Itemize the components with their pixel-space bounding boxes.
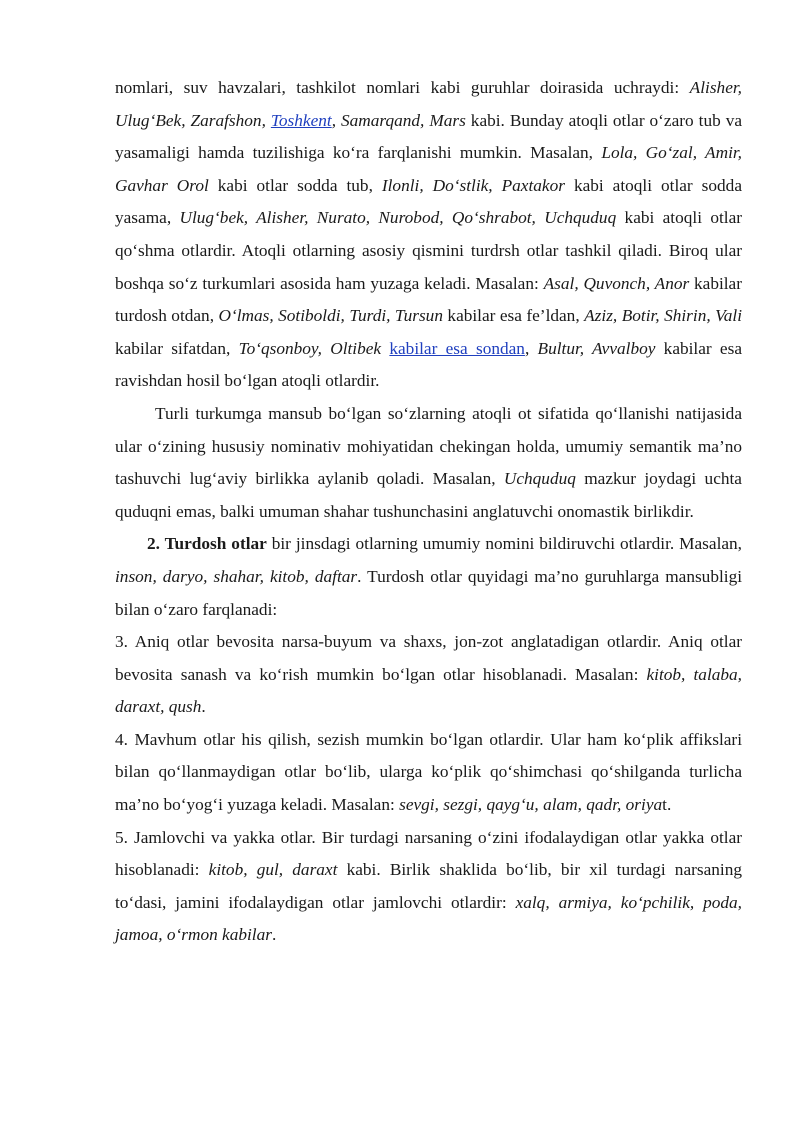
text: kabilar esa ravishdan hosil bo‘lgan atoqli otlardir. <box>115 338 742 391</box>
example-words: Aziz, Botir, Shirin, Vali <box>584 306 742 326</box>
example-words: O‘lmas, Sotiboldi, Turdi, Tursun <box>218 306 443 326</box>
paragraph-collective-nouns <box>115 822 742 952</box>
text: . Turdosh otlar quyidagi ma’no guruhlarga mansubligi bilan o‘zaro farqlanadi: <box>115 566 743 619</box>
text: kabi atoqli otlar qo‘shma otlardir. Atoqli otlarning asosiy qismini turdrsh otlar tashkil qiladi. Biroq ular boshqa so‘z turkumlari asosida ham yuzaga keladi. Masalan: <box>115 208 742 293</box>
paragraph-proper-nouns <box>115 72 742 398</box>
paragraph-concrete-nouns <box>115 626 742 724</box>
text: kabi. Birlik shaklida bo‘lib, bir xil turdagi narsaning to‘dasi, jamini ifodalaydigan otlar jamlovchi otlardir: <box>115 860 742 912</box>
text: . <box>271 925 277 945</box>
paragraph-abstract-nouns <box>115 724 742 822</box>
example-words: inson, daryo, shahar, kitob, daftar <box>115 566 358 586</box>
link-kabilar-esa-sondan[interactable]: kabilar esa sondan <box>389 338 525 358</box>
text: 5. Jamlovchi va yakka otlar. Bir turdagi narsaning o‘zini ifodalaydigan otlar yakka otlar hisoblanadi: <box>115 827 742 880</box>
example-words: kitob, talaba, daraxt, qush <box>115 664 742 717</box>
text: nomlari, suv havzalari, tashkilot nomlari kabi guruhlar doirasida uchraydi: <box>115 78 690 97</box>
text: kabilar turdosh otdan, <box>115 273 742 326</box>
example-words: Uchquduq <box>503 469 576 489</box>
example-words: Lola, Go‘zal, Amir, Gavhar Orol <box>115 143 742 195</box>
text: 3. Aniq otlar bevosita narsa-buyum va shaxs, jon-zot anglatadigan otlardir. Aniq otlar bevosita sanash va ko‘rish mumkin bo‘lgan otlar hisoblanadi. Masalan: <box>115 632 742 684</box>
text: Turli turkumga mansub bo‘lgan so‘zlarning atoqli ot sifatida qo‘llanishi natijasida ular o‘zining hususiy nominativ mohiyatidan chekingan holda, umumiy semantik ma’no tashuvchi lug‘aviy birlikka aylanib qoladi. Masalan, <box>115 403 742 489</box>
example-words: kitob, gul, daraxt <box>208 860 338 880</box>
section-heading: 2. Turdosh otlar <box>147 534 267 554</box>
text: t. <box>662 795 672 815</box>
example-words: Alisher, Ulug‘Bek, Zarafshon, <box>115 78 742 130</box>
text: , <box>524 338 538 358</box>
text: mazkur joydagi uchta quduqni emas, balki umuman shahar tushunchasini anglatuvchi onomastik birlikdir. <box>115 469 742 521</box>
text: . <box>201 697 206 717</box>
example-words: Bultur, Avvalboy <box>537 338 656 358</box>
paragraph-common-nouns <box>115 528 742 626</box>
link-toshkent[interactable]: Toshkent <box>270 110 332 130</box>
example-words: xalq, armiya, ko‘pchilik, poda, jamoa, o‘rmon kabilar <box>115 892 743 945</box>
example-words: , Samarqand, Mars <box>331 110 466 130</box>
text: kabi otlar sodda tub, <box>208 175 382 195</box>
document-body <box>115 72 742 952</box>
paragraph-semantic-shift <box>115 398 742 528</box>
example-words: Ulug‘bek, Alisher, Nurato, Nurobod, Qo‘shrabot, Uchquduq <box>179 208 617 228</box>
text: 4. Mavhum otlar his qilish, sezish mumkin bo‘lgan otlardir. Ular ham ko‘plik affikslari bilan qo‘llanmaydigan otlar bo‘lib, ularga ko‘plik qo‘shimchasi qo‘shilganda turlicha ma’no bo‘yog‘i yuzaga keladi. Masalan: <box>115 729 742 815</box>
example-words: Ilonli, Do‘stlik, Paxtakor <box>381 175 565 195</box>
example-words: Asal, Quvonch, Anor <box>543 273 690 293</box>
text: kabilar sifatdan, <box>115 338 239 358</box>
text: bir jinsdagi otlarning umumiy nomini bildiruvchi otlardir. Masalan, <box>266 534 742 554</box>
text: kabilar esa fe’ldan, <box>442 306 585 326</box>
text: kabi atoqli otlar sodda yasama, <box>115 175 742 228</box>
example-words: sevgi, sezgi, qayg‘u, alam, qadr, oriya <box>399 795 663 815</box>
example-words: To‘qsonboy, Oltibek <box>238 338 382 358</box>
text: kabi. Bunday atoqli otlar o‘zaro tub va yasamaligi hamda tuzilishiga ko‘ra farqlanishi mumkin. Masalan, <box>115 110 743 163</box>
